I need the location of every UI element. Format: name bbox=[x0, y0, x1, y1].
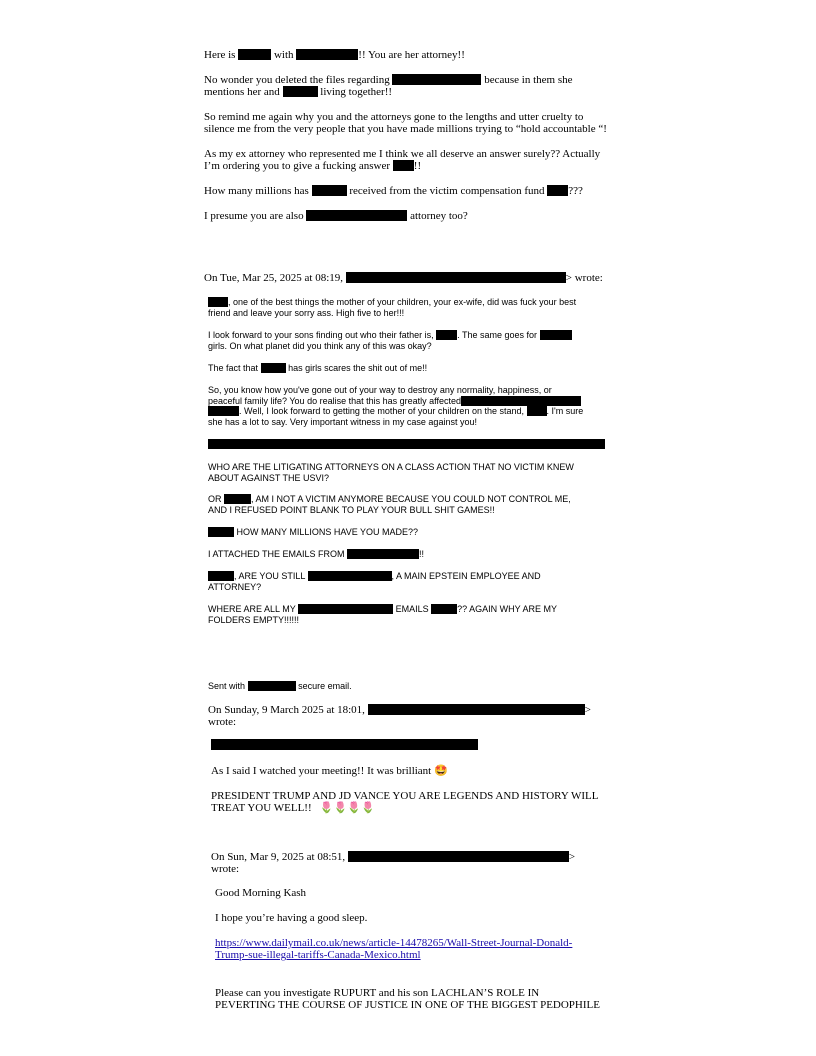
quote3-header-wrote: wrote: bbox=[211, 863, 240, 875]
redaction bbox=[261, 363, 286, 373]
article-link-line-1[interactable] bbox=[215, 937, 572, 949]
msg3-line-1: As I said I watched your meeting!! It was brilliant 🤩 bbox=[211, 764, 448, 777]
quote2-header-wrote: wrote: bbox=[208, 716, 237, 728]
msg1-line-3: mentions her and living together!! bbox=[204, 86, 393, 98]
msg2-line-12: OR , AM I NOT A VICTIM ANYMORE BECAUSE YOU COULD NOT CONTROL ME, bbox=[208, 494, 571, 504]
msg2-line-15: I ATTACHED THE EMAILS FROM !! bbox=[208, 549, 425, 559]
redaction bbox=[431, 604, 457, 614]
redaction bbox=[208, 571, 234, 581]
msg4-line-2: I hope you’re having a good sleep. bbox=[215, 912, 368, 924]
redaction bbox=[298, 604, 393, 614]
redaction-bar bbox=[208, 439, 605, 449]
redaction bbox=[308, 571, 392, 581]
article-link-line-2[interactable] bbox=[215, 949, 421, 961]
redaction bbox=[296, 49, 358, 60]
msg2-line-2: friend and leave your sorry ass. High five to her!!! bbox=[208, 307, 405, 318]
redaction bbox=[527, 406, 547, 416]
redaction bbox=[283, 86, 318, 97]
msg1-line-7: I’m ordering you to give a fucking answer !! bbox=[204, 160, 422, 172]
msg4-line-3: Please can you investigate RUPURT and his son LACHLAN’S ROLE IN bbox=[215, 987, 540, 999]
redaction bbox=[436, 330, 457, 340]
msg1-line-2: No wonder you deleted the files regarding because in them she bbox=[204, 74, 573, 86]
redaction bbox=[208, 406, 239, 416]
redaction bbox=[368, 704, 585, 715]
msg2-line-8: . Well, I look forward to getting the mother of your children on the stand, . I'm sure bbox=[208, 406, 583, 417]
msg1-line-1: Here is with !! You are her attorney!! bbox=[204, 49, 465, 61]
msg3-line-2: PRESIDENT TRUMP AND JD VANCE YOU ARE LEGENDS AND HISTORY WILL bbox=[211, 790, 599, 802]
tulip-emoji-icon: 🌷🌷🌷🌷 bbox=[319, 801, 375, 814]
msg3-line-3: TREAT YOU WELL!! 🌷🌷🌷🌷 bbox=[211, 801, 375, 814]
redaction bbox=[224, 494, 251, 504]
msg2-line-19: FOLDERS EMPTY!!!!!! bbox=[208, 614, 300, 625]
redaction bbox=[208, 297, 228, 307]
msg2-line-18: WHERE ARE ALL MY EMAILS ?? AGAIN WHY ARE MY bbox=[208, 604, 557, 614]
msg1-line-9: I presume you are also attorney too? bbox=[204, 210, 468, 222]
msg2-line-9: she has a lot to say. Very important witness in my case against you! bbox=[208, 416, 477, 427]
redaction bbox=[540, 330, 572, 340]
msg1-line-4: So remind me again why you and the attorneys gone to the lengths and utter cruelty to bbox=[204, 111, 584, 123]
redaction bbox=[238, 49, 271, 60]
msg1-line-5: silence me from the very people that you have made millions trying to “hold accountable “! bbox=[204, 123, 607, 135]
redaction bbox=[208, 527, 234, 537]
redaction bbox=[312, 185, 347, 196]
redaction bbox=[348, 851, 569, 862]
msg2-line-3: I look forward to your sons finding out who their father is, . The same goes for bbox=[208, 330, 572, 341]
msg2-line-14: HOW MANY MILLIONS HAVE YOU MADE?? bbox=[208, 527, 418, 538]
msg2-line-1: , one of the best things the mother of your children, your ex-wife, did was fuck your best bbox=[208, 297, 576, 308]
msg2-line-4: girls. On what planet did you think any of this was okay? bbox=[208, 340, 432, 351]
msg2-line-7: peaceful family life? You do realise that this has greatly affected bbox=[208, 396, 581, 407]
msg2-line-11: ABOUT AGAINST THE USVI? bbox=[208, 472, 330, 483]
quote2-header-line: On Sunday, 9 March 2025 at 18:01, > bbox=[208, 704, 591, 716]
msg2-line-17: ATTORNEY? bbox=[208, 581, 262, 592]
redaction bbox=[461, 396, 581, 406]
redaction bbox=[347, 549, 419, 559]
redaction bbox=[306, 210, 407, 221]
redaction-bar bbox=[211, 739, 478, 750]
star-struck-emoji-icon: 🤩 bbox=[434, 764, 448, 777]
msg1-line-8: How many millions has received from the victim compensation fund ??? bbox=[204, 185, 583, 197]
msg2-line-16: , ARE YOU STILL , A MAIN EPSTEIN EMPLOYEE AND bbox=[208, 571, 541, 582]
redaction bbox=[392, 74, 481, 85]
msg4-line-4: PEVERTING THE COURSE OF JUSTICE IN ONE OF THE BIGGEST PEDOPHILE bbox=[215, 999, 600, 1011]
msg2-line-5: The fact that has girls scares the shit out of me!! bbox=[208, 363, 428, 373]
msg1-line-6: As my ex attorney who represented me I think we all deserve an answer surely?? Actually bbox=[204, 148, 601, 160]
msg2-line-13: AND I REFUSED POINT BLANK TO PLAY YOUR BULL SHIT GAMES!! bbox=[208, 504, 495, 515]
article-link[interactable]: https://www.dailymail.co.uk/news/article-14478265/Wall-Street-Journal-Donald- bbox=[215, 937, 573, 949]
quote3-header-line: On Sun, Mar 9, 2025 at 08:51, > bbox=[211, 851, 576, 863]
sent-with-line: Sent with secure email. bbox=[208, 681, 352, 691]
quote1-header-line: On Tue, Mar 25, 2025 at 08:19, > wrote: bbox=[204, 272, 603, 284]
redaction bbox=[346, 272, 566, 283]
redaction bbox=[393, 160, 414, 171]
msg4-greeting: Good Morning Kash bbox=[215, 887, 307, 899]
article-link-continued[interactable]: Trump-sue-illegal-tariffs-Canada-Mexico.html bbox=[215, 949, 421, 961]
redaction bbox=[248, 681, 296, 691]
redaction bbox=[547, 185, 568, 196]
msg2-line-10: WHO ARE THE LITIGATING ATTORNEYS ON A CLASS ACTION THAT NO VICTIM KNEW bbox=[208, 462, 574, 472]
msg2-line-6: So, you know how you've gone out of your way to destroy any normality, happiness, or bbox=[208, 385, 552, 395]
